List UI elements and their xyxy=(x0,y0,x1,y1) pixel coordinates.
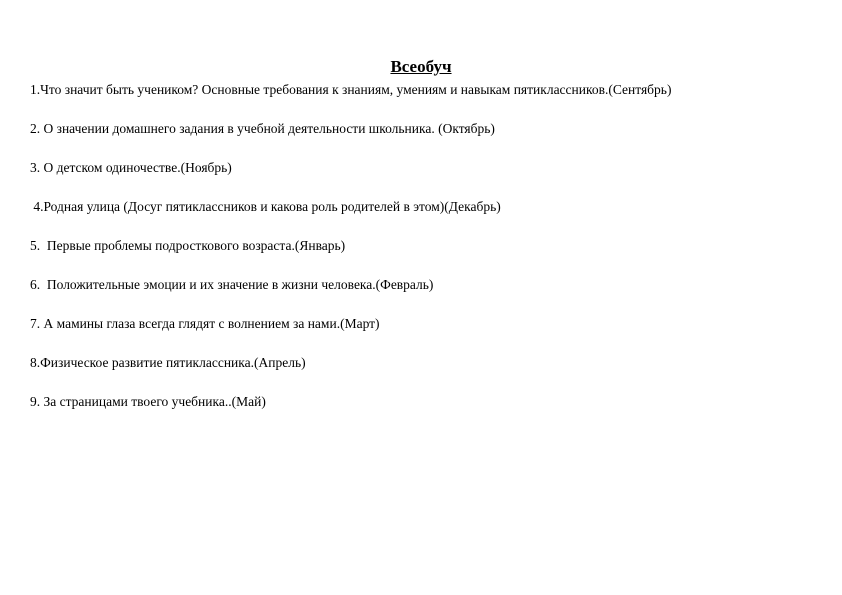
topic-list xyxy=(30,81,830,432)
topic-item-january: 5. Первые проблемы подросткового возраста.(Январь) xyxy=(30,238,346,253)
topic-item-february: 6. Положительные эмоции и их значение в жизни человека.(Февраль) xyxy=(30,277,434,292)
topic-item-november: 3. О детском одиночестве.(Ноябрь) xyxy=(30,160,232,175)
topic-item-march: 7. А мамины глаза всегда глядят с волнением за нами.(Март) xyxy=(30,316,380,331)
topic-item-april: 8.Физическое развитие пятиклассника.(Апрель) xyxy=(30,355,306,370)
topic-item-october: 2. О значении домашнего задания в учебной деятельности школьника. (Октябрь) xyxy=(30,121,495,136)
topic-item-september: 1.Что значит быть учеником? Основные требования к знаниям, умениям и навыкам пятиклассников.(Сентябрь) xyxy=(30,82,672,97)
topic-item-december: 4.Родная улица (Досуг пятиклассников и какова роль родителей в этом)(Декабрь) xyxy=(30,199,501,214)
document-title: Всеобуч xyxy=(390,57,452,76)
topic-item-may: 9. За страницами твоего учебника..(Май) xyxy=(30,394,266,409)
